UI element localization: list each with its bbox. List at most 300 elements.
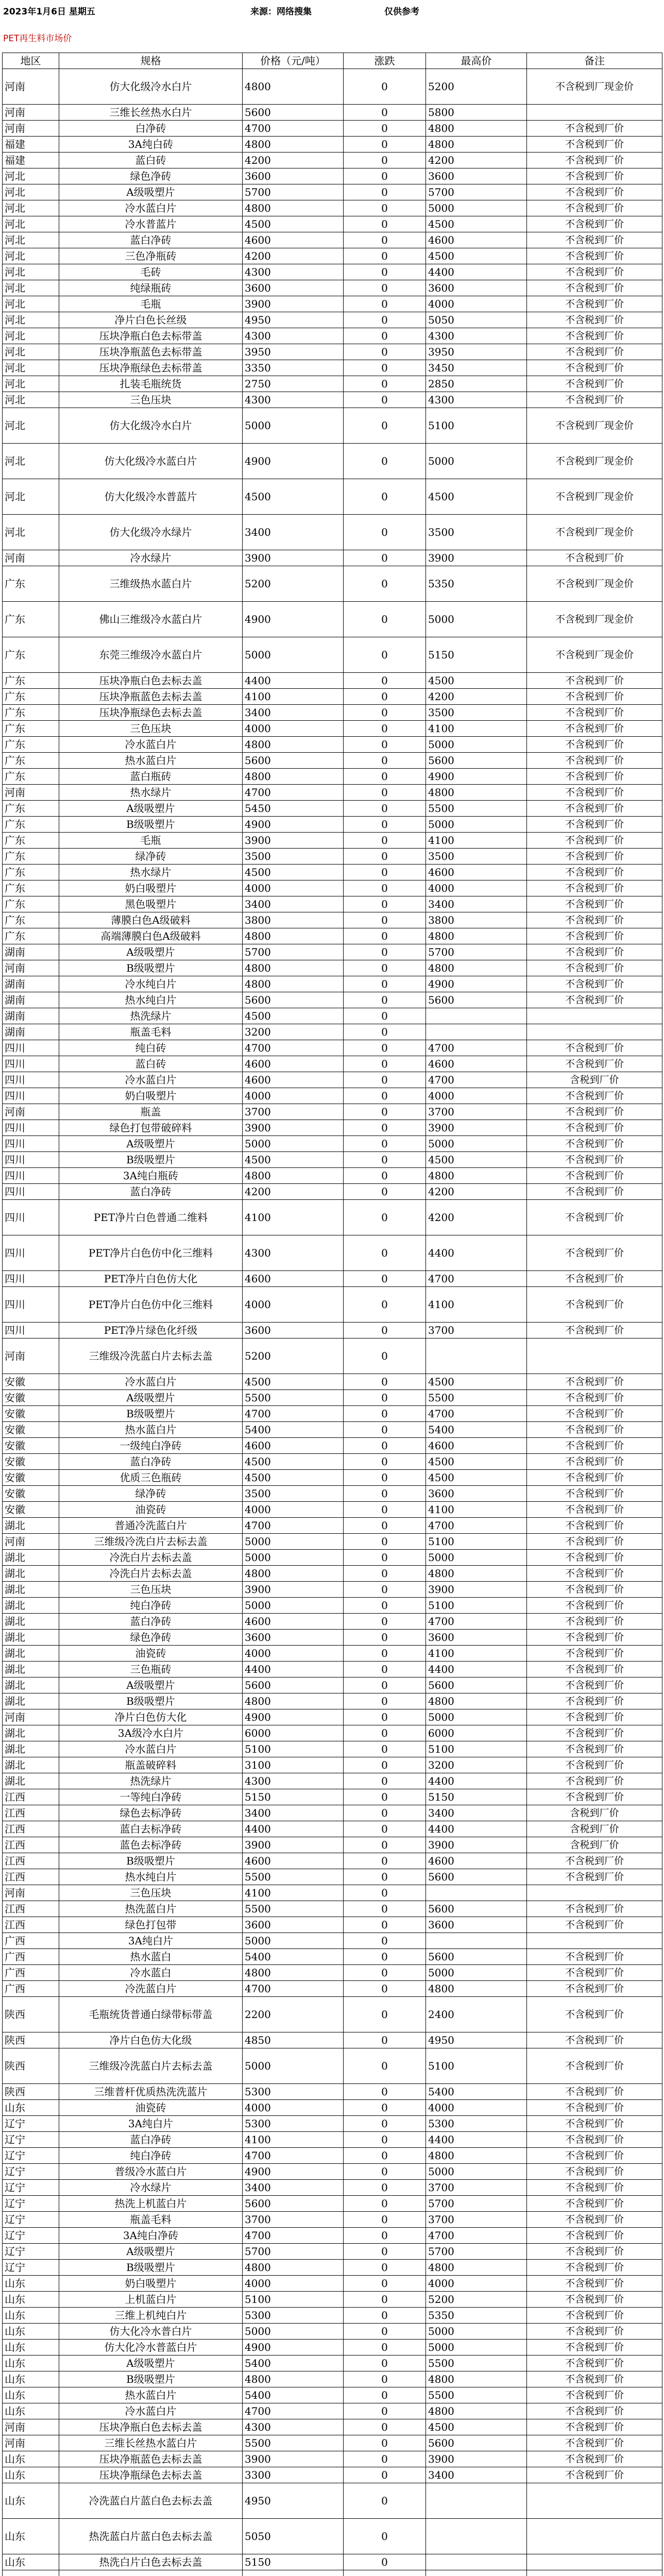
cell-price: 5100: [243, 2292, 344, 2308]
cell-spec: B级吸塑片: [59, 1406, 243, 1422]
cell-change: 0: [344, 1550, 426, 1566]
cell-max-price: 3700: [426, 1323, 527, 1338]
cell-note: 不含税到厂价: [527, 1997, 662, 2032]
cell-region: 广东: [3, 801, 59, 817]
cell-spec: 3A纯白瓶砖: [59, 1168, 243, 1184]
cell-note: 不含税到厂价: [527, 1534, 662, 1550]
cell-max-price: 5700: [426, 184, 527, 200]
cell-max-price: 4000: [426, 296, 527, 312]
cell-region: 湖北: [3, 1518, 59, 1534]
cell-max-price: 3200: [426, 1757, 527, 1773]
cell-max-price: 4800: [426, 2260, 527, 2276]
cell-max-price: 4600: [426, 232, 527, 248]
cell-max-price: 4000: [426, 880, 527, 896]
cell-max-price: [426, 2570, 527, 2576]
cell-max-price: 5350: [426, 566, 527, 602]
cell-note: 不含税到厂价: [527, 896, 662, 912]
cell-max-price: 5000: [426, 737, 527, 753]
cell-note: 不含税到厂价: [527, 200, 662, 216]
cell-note: 不含税到厂价: [527, 328, 662, 344]
cell-price: 5600: [243, 105, 344, 121]
cell-change: 0: [344, 2132, 426, 2148]
cell-spec: 压块净瓶白色去标去盖: [59, 2419, 243, 2435]
cell-max-price: 4500: [426, 479, 527, 515]
cell-spec: 一等纯白净砖: [59, 1789, 243, 1805]
cell-region: 河南: [3, 1709, 59, 1725]
cell-spec: 三色压块: [59, 1885, 243, 1901]
cell-region: 安徽: [3, 1422, 59, 1438]
table-row: [3, 168, 662, 184]
cell-spec: 普级冷水蓝白片: [59, 2164, 243, 2180]
table-row: [3, 2519, 662, 2554]
cell-spec: 冷水纯白片: [59, 976, 243, 992]
cell-region: 广东: [3, 896, 59, 912]
cell-note: 不含税到厂价: [527, 769, 662, 785]
cell-spec: B级吸塑片: [59, 2371, 243, 2387]
cell-note: 不含税到厂价: [527, 2403, 662, 2419]
cell-spec: 优质三色瓶砖: [59, 1470, 243, 1486]
cell-note: 不含税到厂价: [527, 1709, 662, 1725]
table-row: [3, 200, 662, 216]
cell-note: 不含税到厂价: [527, 184, 662, 200]
cell-spec: 热水纯白片: [59, 992, 243, 1008]
cell-max-price: 6000: [426, 1725, 527, 1741]
cell-spec: 瓶盖: [59, 1104, 243, 1120]
cell-region: 河南: [3, 121, 59, 137]
cell-spec: 蓝白净砖: [59, 1454, 243, 1470]
cell-note: 不含税到厂价: [527, 1869, 662, 1885]
cell-spec: 冷水蓝白片: [59, 2403, 243, 2419]
cell-change: 0: [344, 2180, 426, 2196]
report-source: 来源：网络搜集: [250, 7, 312, 17]
cell-spec: 冷水蓝白片: [59, 1741, 243, 1757]
cell-change: 0: [344, 515, 426, 550]
cell-price: 5600: [243, 992, 344, 1008]
cell-price: 3700: [243, 2212, 344, 2228]
cell-max-price: 4700: [426, 1614, 527, 1630]
cell-spec: 3A纯白砖: [59, 137, 243, 152]
cell-change: 0: [344, 689, 426, 705]
cell-note: 不含税到厂价: [527, 817, 662, 833]
cell-note: 不含税到厂价: [527, 2116, 662, 2132]
table-row: [3, 264, 662, 280]
cell-region: 湖南: [3, 992, 59, 1008]
cell-change: 0: [344, 344, 426, 360]
cell-spec: 奶白吸塑片: [59, 1088, 243, 1104]
cell-note: 不含税到厂价: [527, 1614, 662, 1630]
cell-change: 0: [344, 2084, 426, 2100]
cell-change: 0: [344, 1693, 426, 1709]
table-row: [3, 976, 662, 992]
cell-change: 0: [344, 2355, 426, 2371]
table-row: [3, 2228, 662, 2244]
cell-note: 不含税到厂价: [527, 2419, 662, 2435]
cell-price: 5500: [243, 1390, 344, 1406]
cell-region: 湖北: [3, 1630, 59, 1646]
cell-region: 河南: [3, 1534, 59, 1550]
cell-change: 0: [344, 2164, 426, 2180]
cell-change: 0: [344, 184, 426, 200]
cell-price: 4800: [243, 137, 344, 152]
cell-price: 5200: [243, 1338, 344, 1374]
cell-price: 5700: [243, 944, 344, 960]
cell-note: 不含税到厂现金价: [527, 515, 662, 550]
cell-region: 山东: [3, 2355, 59, 2371]
cell-max-price: 4500: [426, 216, 527, 232]
cell-max-price: 4700: [426, 2228, 527, 2244]
cell-price: 5000: [243, 1933, 344, 1949]
cell-region: 陕西: [3, 1997, 59, 2032]
cell-max-price: 4500: [426, 1470, 527, 1486]
cell-change: 0: [344, 849, 426, 865]
cell-max-price: 4950: [426, 2032, 527, 2048]
cell-spec: 压块净瓶蓝色去标去盖: [59, 689, 243, 705]
cell-price: 5400: [243, 1422, 344, 1438]
cell-change: 0: [344, 801, 426, 817]
cell-spec: 白净砖: [59, 121, 243, 137]
cell-spec: 仿大化冷水普白片: [59, 2324, 243, 2340]
cell-price: 4100: [243, 1200, 344, 1235]
cell-region: 河北: [3, 200, 59, 216]
cell-region: 山东: [3, 2371, 59, 2387]
cell-region: 陕西: [3, 2084, 59, 2100]
cell-region: 河北: [3, 328, 59, 344]
table-row: [3, 721, 662, 737]
cell-change: 0: [344, 280, 426, 296]
cell-spec: 油瓷砖: [59, 1502, 243, 1518]
cell-max-price: 4600: [426, 1056, 527, 1072]
cell-price: 3800: [243, 912, 344, 928]
cell-max-price: 5400: [426, 2084, 527, 2100]
cell-max-price: 4600: [426, 865, 527, 880]
cell-max-price: 3600: [426, 1917, 527, 1933]
cell-max-price: 3900: [426, 550, 527, 566]
cell-region: 辽宁: [3, 2212, 59, 2228]
cell-spec: 佛山三维级冷水蓝白片: [59, 602, 243, 637]
cell-change: 0: [344, 2148, 426, 2164]
cell-spec: 三维长丝热水蓝白片: [59, 2435, 243, 2451]
cell-spec: 纯绿瓶砖: [59, 280, 243, 296]
cell-price: 4700: [243, 1981, 344, 1997]
cell-price: 4200: [243, 248, 344, 264]
cell-spec: 仿大化级冷水蓝白片: [59, 444, 243, 479]
cell-spec: [59, 2570, 243, 2576]
table-row: [3, 1757, 662, 1773]
cell-spec: 冷水蓝白片: [59, 200, 243, 216]
table-row: [3, 1741, 662, 1757]
header-change: 涨跌: [344, 53, 426, 69]
table-row: [3, 2180, 662, 2196]
cell-region: 湖北: [3, 1646, 59, 1662]
cell-price: 6000: [243, 1725, 344, 1741]
cell-region: 广东: [3, 566, 59, 602]
cell-note: 不含税到厂价: [527, 2084, 662, 2100]
cell-note: 含税到厂价: [527, 1837, 662, 1853]
cell-region: 河南: [3, 2419, 59, 2435]
cell-max-price: 4700: [426, 1040, 527, 1056]
table-row: [3, 960, 662, 976]
cell-spec: 仿大化级冷水白片: [59, 408, 243, 444]
cell-max-price: 5000: [426, 602, 527, 637]
cell-note: 不含税到厂价: [527, 2340, 662, 2355]
cell-change: 0: [344, 1933, 426, 1949]
cell-note: 不含税到厂价: [527, 2032, 662, 2048]
cell-region: 河南: [3, 1338, 59, 1374]
cell-note: [527, 1933, 662, 1949]
table-row: [3, 2084, 662, 2100]
cell-price: 4400: [243, 1662, 344, 1677]
cell-max-price: 5600: [426, 1901, 527, 1917]
cell-region: 辽宁: [3, 2148, 59, 2164]
cell-note: 不含税到厂价: [527, 1853, 662, 1869]
cell-price: 3600: [243, 1630, 344, 1646]
table-row: [3, 1550, 662, 1566]
cell-change: 0: [344, 444, 426, 479]
cell-max-price: 2400: [426, 1997, 527, 2032]
table-row: [3, 1789, 662, 1805]
cell-price: 4000: [243, 1502, 344, 1518]
cell-spec: 毛瓶: [59, 296, 243, 312]
cell-region: 河南: [3, 960, 59, 976]
cell-price: 4900: [243, 2340, 344, 2355]
table-row: [3, 912, 662, 928]
cell-change: 0: [344, 2467, 426, 2483]
cell-region: 安徽: [3, 1438, 59, 1454]
table-row: [3, 1821, 662, 1837]
cell-max-price: 4000: [426, 1088, 527, 1104]
cell-change: 0: [344, 1614, 426, 1630]
cell-price: 4100: [243, 2132, 344, 2148]
table-row: [3, 1598, 662, 1614]
table-row: [3, 1008, 662, 1024]
cell-region: 河北: [3, 312, 59, 328]
cell-note: 不含税到厂现金价: [527, 408, 662, 444]
cell-region: 河北: [3, 184, 59, 200]
cell-price: 5300: [243, 2116, 344, 2132]
table-row: [3, 2308, 662, 2324]
cell-price: 4000: [243, 1287, 344, 1323]
cell-region: 广东: [3, 769, 59, 785]
table-row: [3, 1200, 662, 1235]
cell-price: 3900: [243, 550, 344, 566]
cell-region: 四川: [3, 1152, 59, 1168]
cell-max-price: 5350: [426, 2308, 527, 2324]
cell-change: 0: [344, 896, 426, 912]
cell-max-price: 5100: [426, 408, 527, 444]
cell-change: 0: [344, 2048, 426, 2084]
cell-max-price: 4300: [426, 328, 527, 344]
cell-region: 江西: [3, 1789, 59, 1805]
cell-region: 山东: [3, 2467, 59, 2483]
table-row: [3, 1885, 662, 1901]
cell-change: 0: [344, 1390, 426, 1406]
cell-price: 5500: [243, 1869, 344, 1885]
cell-region: 河南: [3, 785, 59, 801]
cell-spec: 纯白净砖: [59, 2148, 243, 2164]
cell-price: 5000: [243, 637, 344, 673]
cell-change: 0: [344, 833, 426, 849]
cell-max-price: 4500: [426, 2419, 527, 2435]
cell-note: 不含税到厂价: [527, 833, 662, 849]
cell-region: 山东: [3, 2387, 59, 2403]
table-row: [3, 1693, 662, 1709]
cell-spec: B级吸塑片: [59, 960, 243, 976]
cell-change: 0: [344, 200, 426, 216]
cell-region: 福建: [3, 152, 59, 168]
cell-region: 江西: [3, 1837, 59, 1853]
cell-change: 0: [344, 69, 426, 105]
cell-note: 不含税到厂价: [527, 2371, 662, 2387]
cell-price: 4800: [243, 737, 344, 753]
cell-note: 不含税到厂价: [527, 2308, 662, 2324]
cell-price: 4000: [243, 1088, 344, 1104]
cell-spec: 三维级冷洗蓝白片去标去盖: [59, 1338, 243, 1374]
cell-price: 4300: [243, 1235, 344, 1271]
cell-change: 0: [344, 2324, 426, 2340]
table-row: [3, 2451, 662, 2467]
cell-spec: 冷洗蓝白片蓝白色去标去盖: [59, 2483, 243, 2519]
cell-region: 河南: [3, 1885, 59, 1901]
table-row: [3, 1949, 662, 1965]
cell-max-price: 4500: [426, 1454, 527, 1470]
table-row: [3, 753, 662, 769]
cell-note: 不含税到厂价: [527, 1136, 662, 1152]
cell-spec: 上机蓝白片: [59, 2292, 243, 2308]
cell-note: 不含税到厂价: [527, 992, 662, 1008]
cell-note: [527, 2554, 662, 2570]
cell-region: 山东: [3, 2403, 59, 2419]
cell-region: 四川: [3, 1184, 59, 1200]
table-row: [3, 2276, 662, 2292]
cell-change: 0: [344, 2228, 426, 2244]
cell-change: 0: [344, 232, 426, 248]
table-row: [3, 392, 662, 408]
cell-note: 不含税到厂现金价: [527, 444, 662, 479]
cell-region: 广东: [3, 705, 59, 721]
cell-note: 不含税到厂价: [527, 1056, 662, 1072]
cell-region: 湖南: [3, 1008, 59, 1024]
cell-max-price: 4700: [426, 1072, 527, 1088]
table-row: [3, 137, 662, 152]
cell-change: 0: [344, 1168, 426, 1184]
cell-max-price: 4200: [426, 152, 527, 168]
cell-max-price: 4800: [426, 785, 527, 801]
cell-spec: 热洗蓝白片蓝白色去标去盖: [59, 2519, 243, 2554]
table-row: [3, 2212, 662, 2228]
cell-note: 不含税到厂价: [527, 280, 662, 296]
cell-price: 3900: [243, 1120, 344, 1136]
cell-region: 广东: [3, 928, 59, 944]
cell-note: 不含税到厂价: [527, 1677, 662, 1693]
table-row: [3, 232, 662, 248]
cell-region: 四川: [3, 1040, 59, 1056]
table-row: [3, 602, 662, 637]
cell-change: 0: [344, 479, 426, 515]
cell-max-price: 5200: [426, 2292, 527, 2308]
table-row: [3, 1271, 662, 1287]
cell-change: 0: [344, 550, 426, 566]
cell-region: 广东: [3, 753, 59, 769]
cell-change: 0: [344, 944, 426, 960]
table-row: [3, 2100, 662, 2116]
cell-max-price: 4100: [426, 1502, 527, 1518]
cell-max-price: 3600: [426, 1630, 527, 1646]
cell-price: 3600: [243, 1917, 344, 1933]
table-row: [3, 833, 662, 849]
cell-spec: 三色瓶砖: [59, 1662, 243, 1677]
cell-spec: 冷洗白片去标去盖: [59, 1566, 243, 1582]
cell-max-price: 4400: [426, 1235, 527, 1271]
table-row: [3, 689, 662, 705]
cell-spec: 3A纯白净砖: [59, 2228, 243, 2244]
cell-spec: 仿大化冷水普蓝白片: [59, 2340, 243, 2355]
table-row: [3, 2387, 662, 2403]
cell-max-price: 3900: [426, 2451, 527, 2467]
cell-spec: 蓝色去标净砖: [59, 1837, 243, 1853]
cell-change: 0: [344, 1789, 426, 1805]
cell-price: 5000: [243, 1550, 344, 1566]
cell-spec: PET净片白色仿中化三维料: [59, 1235, 243, 1271]
cell-change: 0: [344, 1502, 426, 1518]
cell-note: 不含税到厂价: [527, 1374, 662, 1390]
cell-spec: 三色压块: [59, 1582, 243, 1598]
cell-region: 湖北: [3, 1550, 59, 1566]
table-row: [3, 944, 662, 960]
cell-change: 0: [344, 737, 426, 753]
cell-note: 不含税到厂价: [527, 2148, 662, 2164]
cell-max-price: 5050: [426, 312, 527, 328]
table-row: [3, 1662, 662, 1677]
cell-region: 山东: [3, 2308, 59, 2324]
table-row: [3, 785, 662, 801]
cell-note: 不含税到厂价: [527, 1287, 662, 1323]
cell-note: 不含税到厂价: [527, 2387, 662, 2403]
cell-max-price: [426, 1933, 527, 1949]
table-row: [3, 296, 662, 312]
table-row: [3, 1917, 662, 1933]
cell-price: 3300: [243, 2467, 344, 2483]
cell-spec: 绿色去标净砖: [59, 1805, 243, 1821]
cell-region: 安徽: [3, 1486, 59, 1502]
cell-price: 4800: [243, 2260, 344, 2276]
cell-region: 河北: [3, 408, 59, 444]
cell-spec: 净片白色仿大化: [59, 1709, 243, 1725]
cell-max-price: 5600: [426, 753, 527, 769]
cell-region: 湖北: [3, 1614, 59, 1630]
cell-max-price: 4500: [426, 673, 527, 689]
cell-note: 不含税到厂价: [527, 880, 662, 896]
cell-change: 0: [344, 1184, 426, 1200]
cell-max-price: [426, 2483, 527, 2519]
cell-spec: 仿大化级冷水白片: [59, 69, 243, 105]
table-row: [3, 1853, 662, 1869]
cell-max-price: [426, 2519, 527, 2554]
cell-spec: 蓝白瓶砖: [59, 769, 243, 785]
cell-price: 4400: [243, 673, 344, 689]
cell-price: 3350: [243, 360, 344, 376]
cell-spec: 三维级冷洗蓝白片去标去盖: [59, 2048, 243, 2084]
cell-price: 3400: [243, 896, 344, 912]
cell-change: 0: [344, 1088, 426, 1104]
cell-note: 不含税到厂价: [527, 1390, 662, 1406]
cell-spec: 普通冷洗蓝白片: [59, 1518, 243, 1534]
cell-max-price: 5200: [426, 69, 527, 105]
table-row: [3, 1518, 662, 1534]
table-row: [3, 1184, 662, 1200]
cell-max-price: 5500: [426, 1390, 527, 1406]
cell-price: 4000: [243, 2276, 344, 2292]
table-row: [3, 376, 662, 392]
